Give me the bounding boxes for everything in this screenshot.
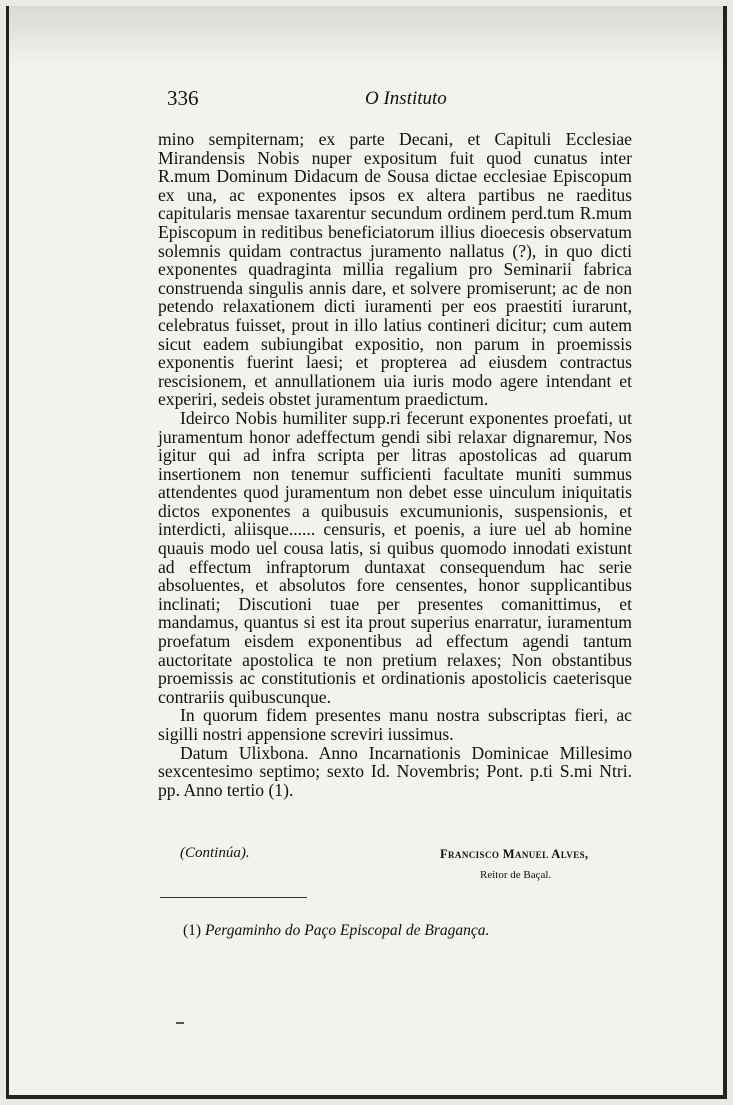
footnote [183, 922, 603, 940]
author-role: Reitor de Baçal. [480, 869, 552, 881]
footnote-divider [160, 897, 307, 898]
footnote-text: Pergaminho do Paço Episcopal de Bragança. [204, 922, 490, 939]
paragraph-3: In quorum fidem presentes manu nostra subscriptas fieri, ac sigilli nostri appensione screviri iussimus. [158, 705, 632, 744]
paragraph-2: Ideirco Nobis humiliter supp.ri fecerunt exponentes proefati, ut juramentum honor adeffectum gendi sibi relaxar dignaremur, Nos igitur qui ad infra scripta per litras apostolicas ad quarum insertionem non tenemur sufficienti facultate muniti summus attendentes quod juramentum non debet esse uinculum iniquitatis dictos exponentes a quibusuis excumunionis, suspensionis, et interdicti, aliisque...... censuris, et poenis, a iure uel ab homine quauis modo uel cousa latis, si quibus quomodo innodati existunt ad effectum infraptorum duntaxat consequendum hac serie absoluentes, et absolutos fore censentes, honor supplicantibus inclinati; Discutioni tuae per presentes comanittimus, et mandamus, quantus si est ita prout superius enarratur, iuramentum proefatum eisdem exponentibus ad effectum agendi tantum auctoritate apostolica te non pretium relaxes; Non obstantibus proemissis ac constitutionis et ordinationis apostolicis caeterisque contrariis quibuscunque. [158, 407, 632, 707]
page-number: 336 [167, 86, 199, 110]
ink-speck [176, 1022, 184, 1024]
paragraph-4: Datum Ulixbona. Anno Incarnationis Dominicae Millesimo sexcentesimo septimo; sexto Id. Novembris; Pont. p.ti S.mi Ntri. pp. Anno tertio (1). [158, 742, 632, 800]
author-name: Francisco Manuel Alves, [440, 847, 589, 861]
paragraph-1: mino sempiternam; ex parte Decani, et Capituli Ecclesiae Mirandensis Nobis nuper expositum fuit quod cunatus inter R.mum Dominum Didacum de Sousa dictae ecclesiae Episcopum ex una, ac exponentes ipsos ex altera partibus ne raeditus capitularis mensae taxarentur secundum ordinem perd.tum R.mum Episcopum in reditibus beneficiatorum illius dioecesis observatum solemnis quidam contractus juramento nallatus (?), in quo dicti exponentes quadraginta millia regalium pro Seminarii fabrica construenda singulis annis dare, et solvere promiserunt; ac de non petendo relaxationem dicti iuramenti per eos praestiti iurarunt, celebratus fuisset, prout in illo latius contineri dicitur; cum autem sicut eadem subiungibat expositio, non parum in proemissis exponentis fuerint laesi; et propterea ad eiusdem contractus rescisionem, et annullationem uia iuris modo agere intendant et experiri, sedeis obstet juramentum praedictum. [158, 129, 632, 410]
running-title: O Instituto [365, 88, 447, 109]
footnote-marker: (1) [183, 922, 202, 939]
continua-note: (Continúa). [180, 845, 250, 861]
main-text [158, 130, 632, 799]
page-header [167, 86, 637, 116]
